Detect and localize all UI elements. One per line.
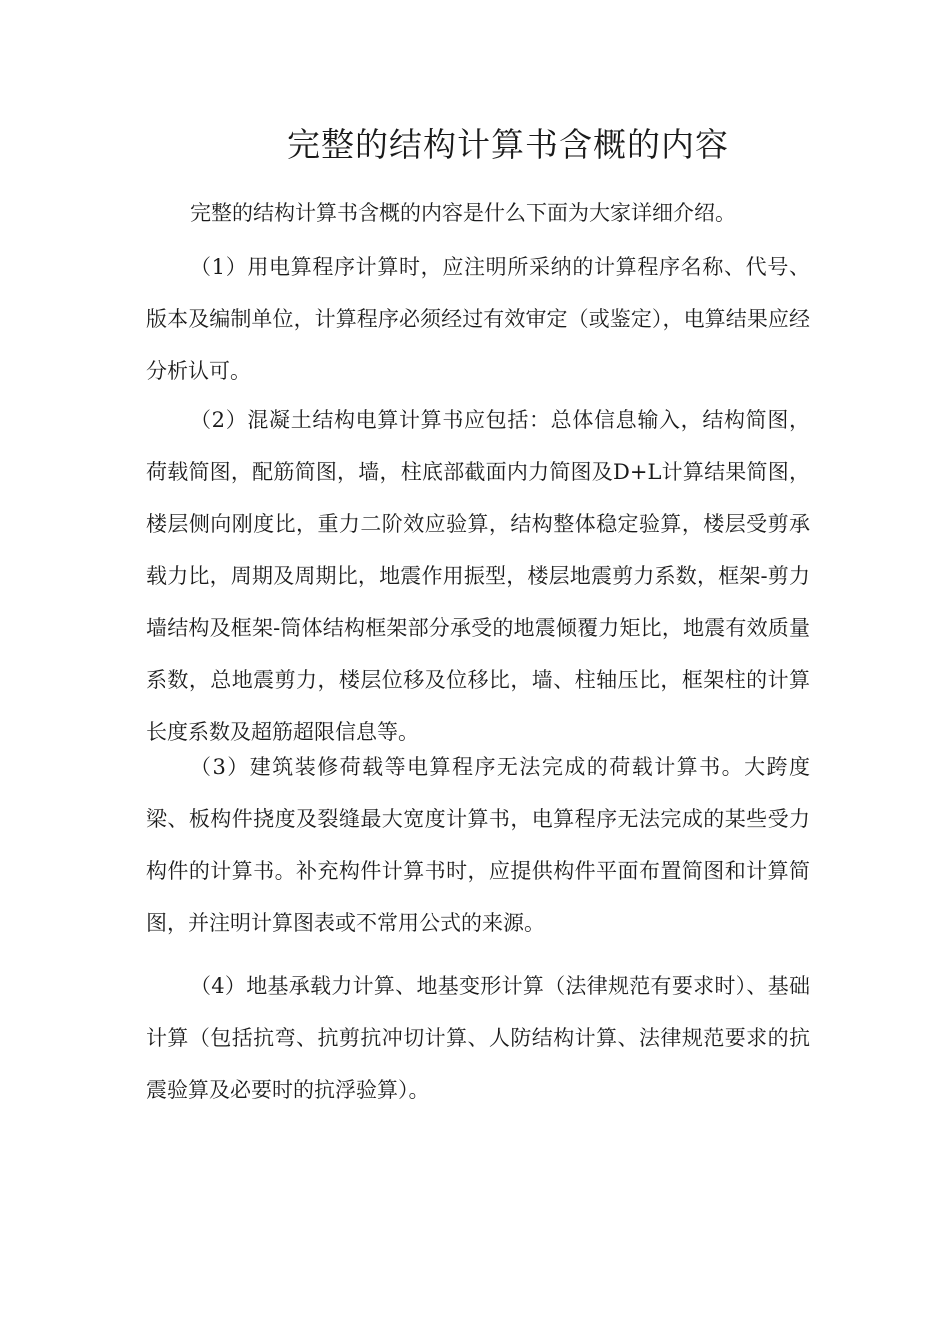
paragraph-4: （4）地基承载力计算、地基变形计算（法律规范有要求时）、基础计算（包括抗弯、抗剪抗冲切计算、人防结构计算、法律规范要求的抗震验算及必要时的抗浮验算）。 <box>146 974 810 1102</box>
intro-paragraph: 完整的结构计算书含概的内容是什么下面为大家详细介绍。 <box>190 201 736 225</box>
paragraph-1: （1）用电算程序计算时，应注明所采纳的计算程序名称、代号、版本及编制单位，计算程序必须经过有效审定（或鉴定），电算结果应经分析认可。 <box>146 255 810 383</box>
document-title: 完整的结构计算书含概的内容 <box>287 125 729 164</box>
paragraph-3: （3）建筑装修荷载等电算程序无法完成的荷载计算书。大跨度梁、板构件挠度及裂缝最大宽度计算书，电算程序无法完成的某些受力构件的计算书。补充构件计算书时，应提供构件平面布置简图和计算简图，并注明计算图表或不常用公式的来源。 <box>146 755 810 935</box>
paragraph-2: （2）混凝土结构电算计算书应包括：总体信息输入，结构简图，荷载简图，配筋简图，墙，柱底部截面内力简图及D+L计算结果简图，楼层侧向刚度比，重力二阶效应验算，结构整体稳定验算，楼层受剪承载力比，周期及周期比，地震作用振型，楼层地震剪力系数，框架-剪力墙结构及框架-筒体结构框架部分承受的地震倾覆力矩比，地震有效质量系数，总地震剪力，楼层位移及位移比，墙、柱轴压比，框架柱的计算长度系数及超筋超限信息等。 <box>146 408 810 744</box>
